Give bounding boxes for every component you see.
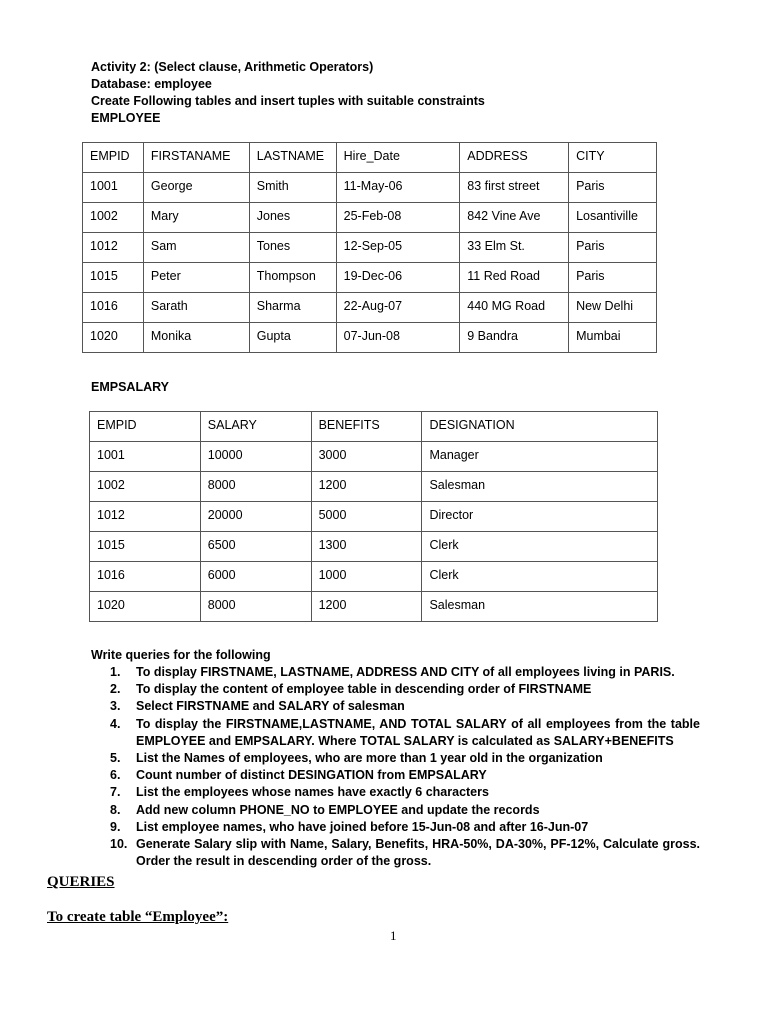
table-row bbox=[83, 173, 657, 203]
employee-cell: Jones bbox=[249, 203, 336, 233]
employee-cell: Sarath bbox=[143, 293, 249, 323]
employee-cell: 1012 bbox=[83, 233, 144, 263]
list-item bbox=[91, 836, 700, 870]
empsalary-cell: 8000 bbox=[200, 472, 311, 502]
empsalary-cell: 1200 bbox=[311, 592, 422, 622]
list-item-text: Generate Salary slip with Name, Salary, Benefits, HRA-50%, DA-30%, PF-12%, Calculate gross. Order the result in descending order of the gross. bbox=[136, 837, 700, 869]
list-item-number: 7. bbox=[110, 785, 121, 800]
list-item-number: 2. bbox=[110, 682, 121, 697]
list-item bbox=[91, 664, 700, 681]
empsalary-cell: 5000 bbox=[311, 502, 422, 532]
employee-cell: 842 Vine Ave bbox=[460, 203, 569, 233]
table-row bbox=[90, 562, 658, 592]
employee-table-title: EMPLOYEE bbox=[91, 111, 161, 125]
empsalary-cell: 1300 bbox=[311, 532, 422, 562]
empsalary-cell: Director bbox=[422, 502, 658, 532]
table-row bbox=[83, 263, 657, 293]
employee-cell: Mumbai bbox=[569, 323, 657, 353]
empsalary-cell: 1002 bbox=[90, 472, 201, 502]
employee-cell: 1016 bbox=[83, 293, 144, 323]
list-item-text: Add new column PHONE_NO to EMPLOYEE and update the records bbox=[136, 802, 540, 817]
list-item bbox=[91, 698, 700, 715]
empsalary-cell: Salesman bbox=[422, 592, 658, 622]
empsalary-cell: Clerk bbox=[422, 532, 658, 562]
list-item-number: 4. bbox=[110, 716, 121, 731]
list-item bbox=[91, 802, 700, 819]
page-number: 1 bbox=[390, 928, 397, 943]
list-item-number: 1. bbox=[110, 665, 121, 679]
create-table-heading: To create table “Employee”: bbox=[47, 909, 229, 925]
employee-header-cell: ADDRESS bbox=[460, 143, 569, 173]
list-item-text: List the Names of employees, who are more than 1 year old in the organization bbox=[136, 751, 603, 766]
empsalary-cell: 1020 bbox=[90, 592, 201, 622]
empsalary-cell: 3000 bbox=[311, 442, 422, 472]
table-row bbox=[90, 592, 658, 622]
table-row bbox=[90, 532, 658, 562]
employee-cell: 1015 bbox=[83, 263, 144, 293]
empsalary-table-title: EMPSALARY bbox=[91, 380, 170, 394]
table-row bbox=[83, 323, 657, 353]
employee-cell: Smith bbox=[249, 173, 336, 203]
employee-cell: Tones bbox=[249, 233, 336, 263]
list-item-text: To display the content of employee table in descending order of FIRSTNAME bbox=[136, 682, 592, 697]
query-list bbox=[91, 664, 700, 870]
employee-cell: Thompson bbox=[249, 263, 336, 293]
employee-cell: 11-May-06 bbox=[336, 173, 460, 203]
empsalary-header-row bbox=[90, 412, 658, 442]
list-item-text: To display FIRSTNAME, LASTNAME, ADDRESS AND CITY of all employees living in PARIS. bbox=[136, 665, 675, 679]
employee-cell: 07-Jun-08 bbox=[336, 323, 460, 353]
employee-header-row bbox=[83, 143, 657, 173]
empsalary-cell: 1000 bbox=[311, 562, 422, 592]
empsalary-table bbox=[89, 411, 658, 622]
list-item bbox=[91, 750, 700, 767]
table-row bbox=[90, 472, 658, 502]
employee-cell: 1002 bbox=[83, 203, 144, 233]
queries-heading: QUERIES bbox=[47, 874, 115, 890]
empsalary-cell: 1001 bbox=[90, 442, 201, 472]
employee-cell: Sam bbox=[143, 233, 249, 263]
instruction-text: Create Following tables and insert tuples with suitable constraints bbox=[91, 94, 485, 108]
queries-title: Write queries for the following bbox=[91, 648, 271, 662]
empsalary-cell: 10000 bbox=[200, 442, 311, 472]
employee-cell: Monika bbox=[143, 323, 249, 353]
employee-cell: Sharma bbox=[249, 293, 336, 323]
empsalary-cell: 8000 bbox=[200, 592, 311, 622]
table-row bbox=[90, 502, 658, 532]
list-item-text: List the employees whose names have exactly 6 characters bbox=[136, 785, 489, 800]
empsalary-cell: 1016 bbox=[90, 562, 201, 592]
table-row bbox=[83, 203, 657, 233]
employee-cell: 22-Aug-07 bbox=[336, 293, 460, 323]
employee-cell: 12-Sep-05 bbox=[336, 233, 460, 263]
table-row bbox=[83, 293, 657, 323]
empsalary-cell: 1012 bbox=[90, 502, 201, 532]
activity-title: Activity 2: (Select clause, Arithmetic Operators) bbox=[91, 60, 374, 74]
list-item bbox=[91, 784, 700, 801]
list-item bbox=[91, 716, 700, 750]
list-item-text: Select FIRSTNAME and SALARY of salesman bbox=[136, 699, 405, 714]
list-item bbox=[91, 681, 700, 698]
list-item-number: 8. bbox=[110, 802, 121, 817]
database-name: Database: employee bbox=[91, 77, 212, 91]
employee-header-cell: CITY bbox=[569, 143, 657, 173]
employee-cell: Mary bbox=[143, 203, 249, 233]
employee-header-cell: EMPID bbox=[83, 143, 144, 173]
employee-header-cell: FIRSTANAME bbox=[143, 143, 249, 173]
employee-cell: Paris bbox=[569, 173, 657, 203]
table-row bbox=[83, 233, 657, 263]
empsalary-cell: 20000 bbox=[200, 502, 311, 532]
employee-cell: 33 Elm St. bbox=[460, 233, 569, 263]
employee-cell: New Delhi bbox=[569, 293, 657, 323]
employee-cell: Peter bbox=[143, 263, 249, 293]
employee-cell: 11 Red Road bbox=[460, 263, 569, 293]
employee-table bbox=[82, 142, 657, 353]
list-item-text: Count number of distinct DESINGATION from EMPSALARY bbox=[136, 768, 487, 783]
empsalary-cell: Clerk bbox=[422, 562, 658, 592]
empsalary-header-cell: DESIGNATION bbox=[422, 412, 658, 442]
employee-cell: 1020 bbox=[83, 323, 144, 353]
employee-cell: 9 Bandra bbox=[460, 323, 569, 353]
list-item-number: 10. bbox=[110, 837, 128, 852]
employee-cell: Paris bbox=[569, 233, 657, 263]
employee-cell: George bbox=[143, 173, 249, 203]
empsalary-cell: Manager bbox=[422, 442, 658, 472]
employee-cell: 19-Dec-06 bbox=[336, 263, 460, 293]
list-item-number: 9. bbox=[110, 819, 121, 834]
employee-header-cell: Hire_Date bbox=[336, 143, 460, 173]
employee-cell: 440 MG Road bbox=[460, 293, 569, 323]
list-item-text: To display the FIRSTNAME,LASTNAME, AND TOTAL SALARY of all employees from the table EMPLOYEE and EMPSALARY. Where TOTAL SALARY is calculated as SALARY+BENEFITS bbox=[136, 716, 700, 748]
empsalary-cell: 1200 bbox=[311, 472, 422, 502]
list-item-number: 5. bbox=[110, 751, 121, 766]
empsalary-header-cell: SALARY bbox=[200, 412, 311, 442]
empsalary-cell: 6500 bbox=[200, 532, 311, 562]
employee-cell: 25-Feb-08 bbox=[336, 203, 460, 233]
list-item-number: 6. bbox=[110, 768, 121, 783]
employee-cell: Gupta bbox=[249, 323, 336, 353]
empsalary-cell: 6000 bbox=[200, 562, 311, 592]
employee-cell: Losantiville bbox=[569, 203, 657, 233]
list-item bbox=[91, 767, 700, 784]
list-item bbox=[91, 819, 700, 836]
employee-cell: Paris bbox=[569, 263, 657, 293]
employee-cell: 1001 bbox=[83, 173, 144, 203]
table-row bbox=[90, 442, 658, 472]
employee-header-cell: LASTNAME bbox=[249, 143, 336, 173]
empsalary-header-cell: EMPID bbox=[90, 412, 201, 442]
empsalary-cell: 1015 bbox=[90, 532, 201, 562]
list-item-text: List employee names, who have joined before 15-Jun-08 and after 16-Jun-07 bbox=[136, 819, 589, 834]
list-item-number: 3. bbox=[110, 699, 121, 714]
employee-cell: 83 first street bbox=[460, 173, 569, 203]
empsalary-cell: Salesman bbox=[422, 472, 658, 502]
empsalary-header-cell: BENEFITS bbox=[311, 412, 422, 442]
